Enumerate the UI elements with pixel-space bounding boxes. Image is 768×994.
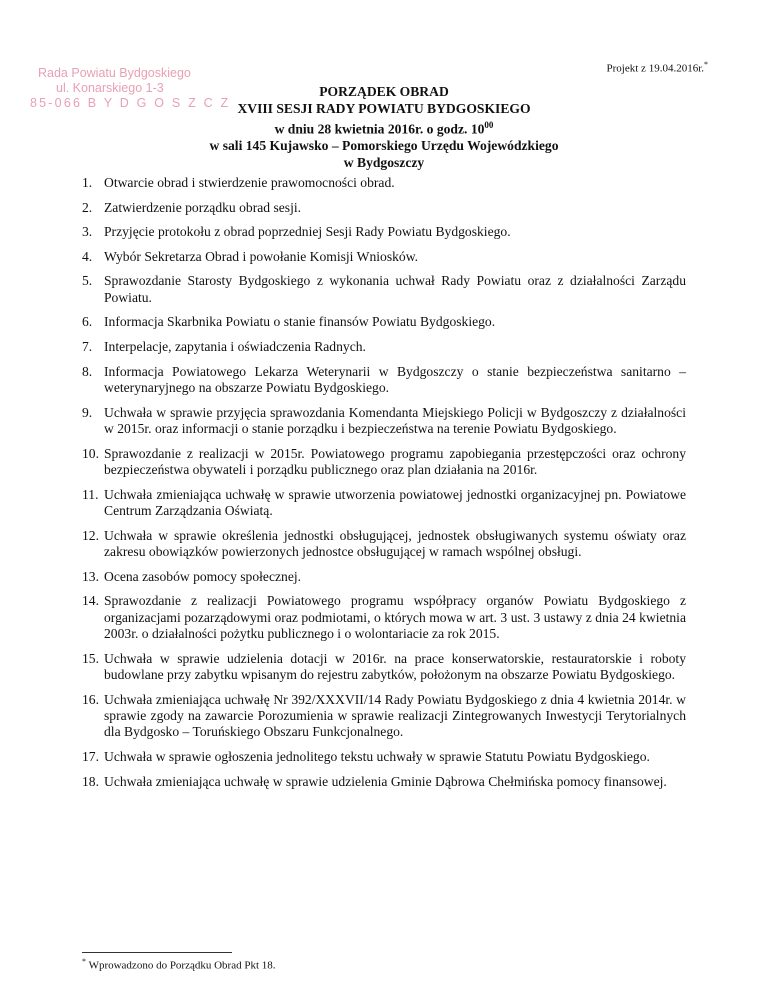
- agenda-item-text: Uchwała w sprawie określenia jednostki obsługującej, jednostek obsługiwanych systemu oświaty oraz zakresu obowiązków powierzonych jednostce obsługującej w ramach wspólnej obsługi.: [104, 527, 686, 559]
- footnote-divider: [82, 952, 232, 953]
- footnote-text: Wprowadzono do Porządku Obrad Pkt 18.: [88, 959, 276, 972]
- agenda-item-text: Uchwała w sprawie ogłoszenia jednolitego tekstu uchwały w sprawie Statutu Powiatu Bydgoskiego.: [104, 748, 650, 764]
- agenda-item-number: 8.: [82, 363, 93, 379]
- agenda-item-number: 9.: [82, 404, 93, 420]
- agenda-item-text: Zatwierdzenie porządku obrad sesji.: [104, 199, 302, 215]
- header-date-text: w dniu 28 kwietnia 2016r. o godz. 10: [274, 121, 485, 137]
- agenda-item: [82, 749, 686, 765]
- agenda-item-number: 11.: [82, 486, 99, 502]
- agenda-item: [82, 405, 686, 438]
- agenda-item: [82, 774, 686, 790]
- agenda-item-text: Sprawozdanie z realizacji Powiatowego programu współpracy organów Powiatu Bydgoskiego z organizacjami pozarządowymi oraz podmiotami, o których mowa w art. 3 ust. 3 ustawy z dnia 24 kwietnia 2003r. o działalności pożytku publicznego i o wolontariacie za rok 2015.: [104, 593, 686, 641]
- agenda-item-number: 15.: [82, 650, 99, 666]
- agenda-item-number: 4.: [82, 248, 93, 264]
- agenda-item-text: Wybór Sekretarza Obrad i powołanie Komisji Wniosków.: [104, 248, 419, 264]
- agenda-item-number: 13.: [82, 568, 99, 584]
- agenda-item-number: 5.: [82, 273, 93, 289]
- agenda-item: [82, 651, 686, 684]
- project-note-mark: *: [704, 60, 708, 69]
- document-header: [0, 84, 768, 171]
- header-date: [0, 117, 768, 138]
- agenda-item: [82, 314, 686, 330]
- agenda-item: [82, 224, 686, 240]
- agenda-item-text: Ocena zasobów pomocy społecznej.: [104, 568, 302, 584]
- agenda-item-text: Sprawozdanie Starosty Bydgoskiego z wykonania uchwał Rady Powiatu oraz z działalności Zarządu Powiatu.: [104, 273, 686, 305]
- header-city: w Bydgoszczy: [343, 154, 425, 170]
- agenda-item-text: Interpelacje, zapytania i oświadczenia Radnych.: [104, 338, 366, 354]
- header-date-minutes: 00: [484, 120, 494, 130]
- agenda-item-number: 10.: [82, 445, 99, 461]
- agenda-item: [82, 446, 686, 479]
- agenda-item: [82, 339, 686, 355]
- agenda-item-number: 14.: [82, 593, 99, 609]
- agenda-item: [82, 249, 686, 265]
- agenda-item-number: 18.: [82, 773, 99, 789]
- agenda-item: [82, 593, 686, 642]
- stamp-line-2: ul. Konarskiego 1-3: [56, 81, 164, 95]
- agenda-item-text: Uchwała w sprawie udzielenia dotacji w 2016r. na prace konserwatorskie, restauratorskie i roboty budowlane przy zabytku wpisanym do rejestru zabytków, położonym na obszarze Powiatu Bydgoskiego.: [104, 650, 686, 682]
- header-session: XVIII SESJI RADY POWIATU BYDGOSKIEGO: [237, 100, 531, 116]
- agenda-item-number: 7.: [82, 338, 93, 354]
- agenda-item-text: Uchwała zmieniająca uchwałę Nr 392/XXXVII/14 Rady Powiatu Bydgoskiego z dnia 4 kwietnia 2014r. w sprawie zgody na zawarcie Porozumienia w sprawie realizacji Zintegrowanych Inwestycji Terytorialnych dla Bydgosko – Toruńskiego Obszaru Funkcjonalnego.: [104, 691, 686, 740]
- agenda-item-text: Otwarcie obrad i stwierdzenie prawomocności obrad.: [104, 175, 395, 190]
- agenda-item-text: Sprawozdanie z realizacji w 2015r. Powiatowego programu zapobiegania przestępczości oraz ochrony bezpieczeństwa obywateli i porządku publicznego oraz plan działania na 2016r.: [104, 445, 686, 477]
- agenda-item-text: Uchwała w sprawie przyjęcia sprawozdania Komendanta Miejskiego Policji w Bydgoszczy z działalności w 2015r. oraz informacji o stanie porządku i bezpieczeństwa na terenie Powiatu Bydgoskiego.: [104, 404, 686, 436]
- agenda-item-text: Uchwała zmieniająca uchwałę w sprawie udzielenia Gminie Dąbrowa Chełmińska pomocy finansowej.: [104, 773, 667, 789]
- footnote-mark: *: [82, 957, 86, 966]
- agenda-item-number: 17.: [82, 748, 99, 764]
- agenda-item: [82, 569, 686, 585]
- agenda-item-text: Przyjęcie protokołu z obrad poprzedniej Sesji Rady Powiatu Bydgoskiego.: [104, 224, 511, 240]
- agenda-item-text: Informacja Powiatowego Lekarza Weterynarii w Bydgoszczy o stanie bezpieczeństwa sanitarno – weterynaryjnego na obszarze Powiatu Bydgoskiego.: [104, 363, 686, 395]
- project-note-text: Projekt z 19.04.2016r.: [606, 62, 704, 75]
- project-note: [607, 60, 708, 75]
- stamp-line-1: Rada Powiatu Bydgoskiego: [38, 66, 191, 80]
- agenda-item: [82, 200, 686, 216]
- agenda-item-number: 12.: [82, 527, 99, 543]
- agenda-item-number: 1.: [82, 175, 93, 190]
- agenda-item: [82, 692, 686, 741]
- footnote: [82, 957, 276, 972]
- agenda-item: [82, 175, 686, 191]
- agenda-list: [82, 175, 686, 798]
- agenda-item-number: 2.: [82, 199, 93, 215]
- agenda-item-number: 16.: [82, 691, 99, 707]
- header-venue: w sali 145 Kujawsko – Pomorskiego Urzędu Wojewódzkiego: [209, 138, 559, 154]
- agenda-item: [82, 487, 686, 520]
- header-title: PORZĄDEK OBRAD: [319, 84, 449, 99]
- agenda-item: [82, 528, 686, 561]
- stamp-line-3: 85-066 B Y D G O S Z C Z: [30, 96, 231, 110]
- agenda-item-text: Informacja Skarbnika Powiatu o stanie finansów Powiatu Bydgoskiego.: [104, 314, 496, 330]
- agenda-item-number: 6.: [82, 314, 93, 330]
- agenda-item: [82, 273, 686, 306]
- agenda-item-number: 3.: [82, 224, 93, 240]
- agenda-item: [82, 364, 686, 397]
- agenda-item-text: Uchwała zmieniająca uchwałę w sprawie utworzenia powiatowej jednostki organizacyjnej pn. Powiatowe Centrum Zarządzania Oświatą.: [104, 486, 686, 518]
